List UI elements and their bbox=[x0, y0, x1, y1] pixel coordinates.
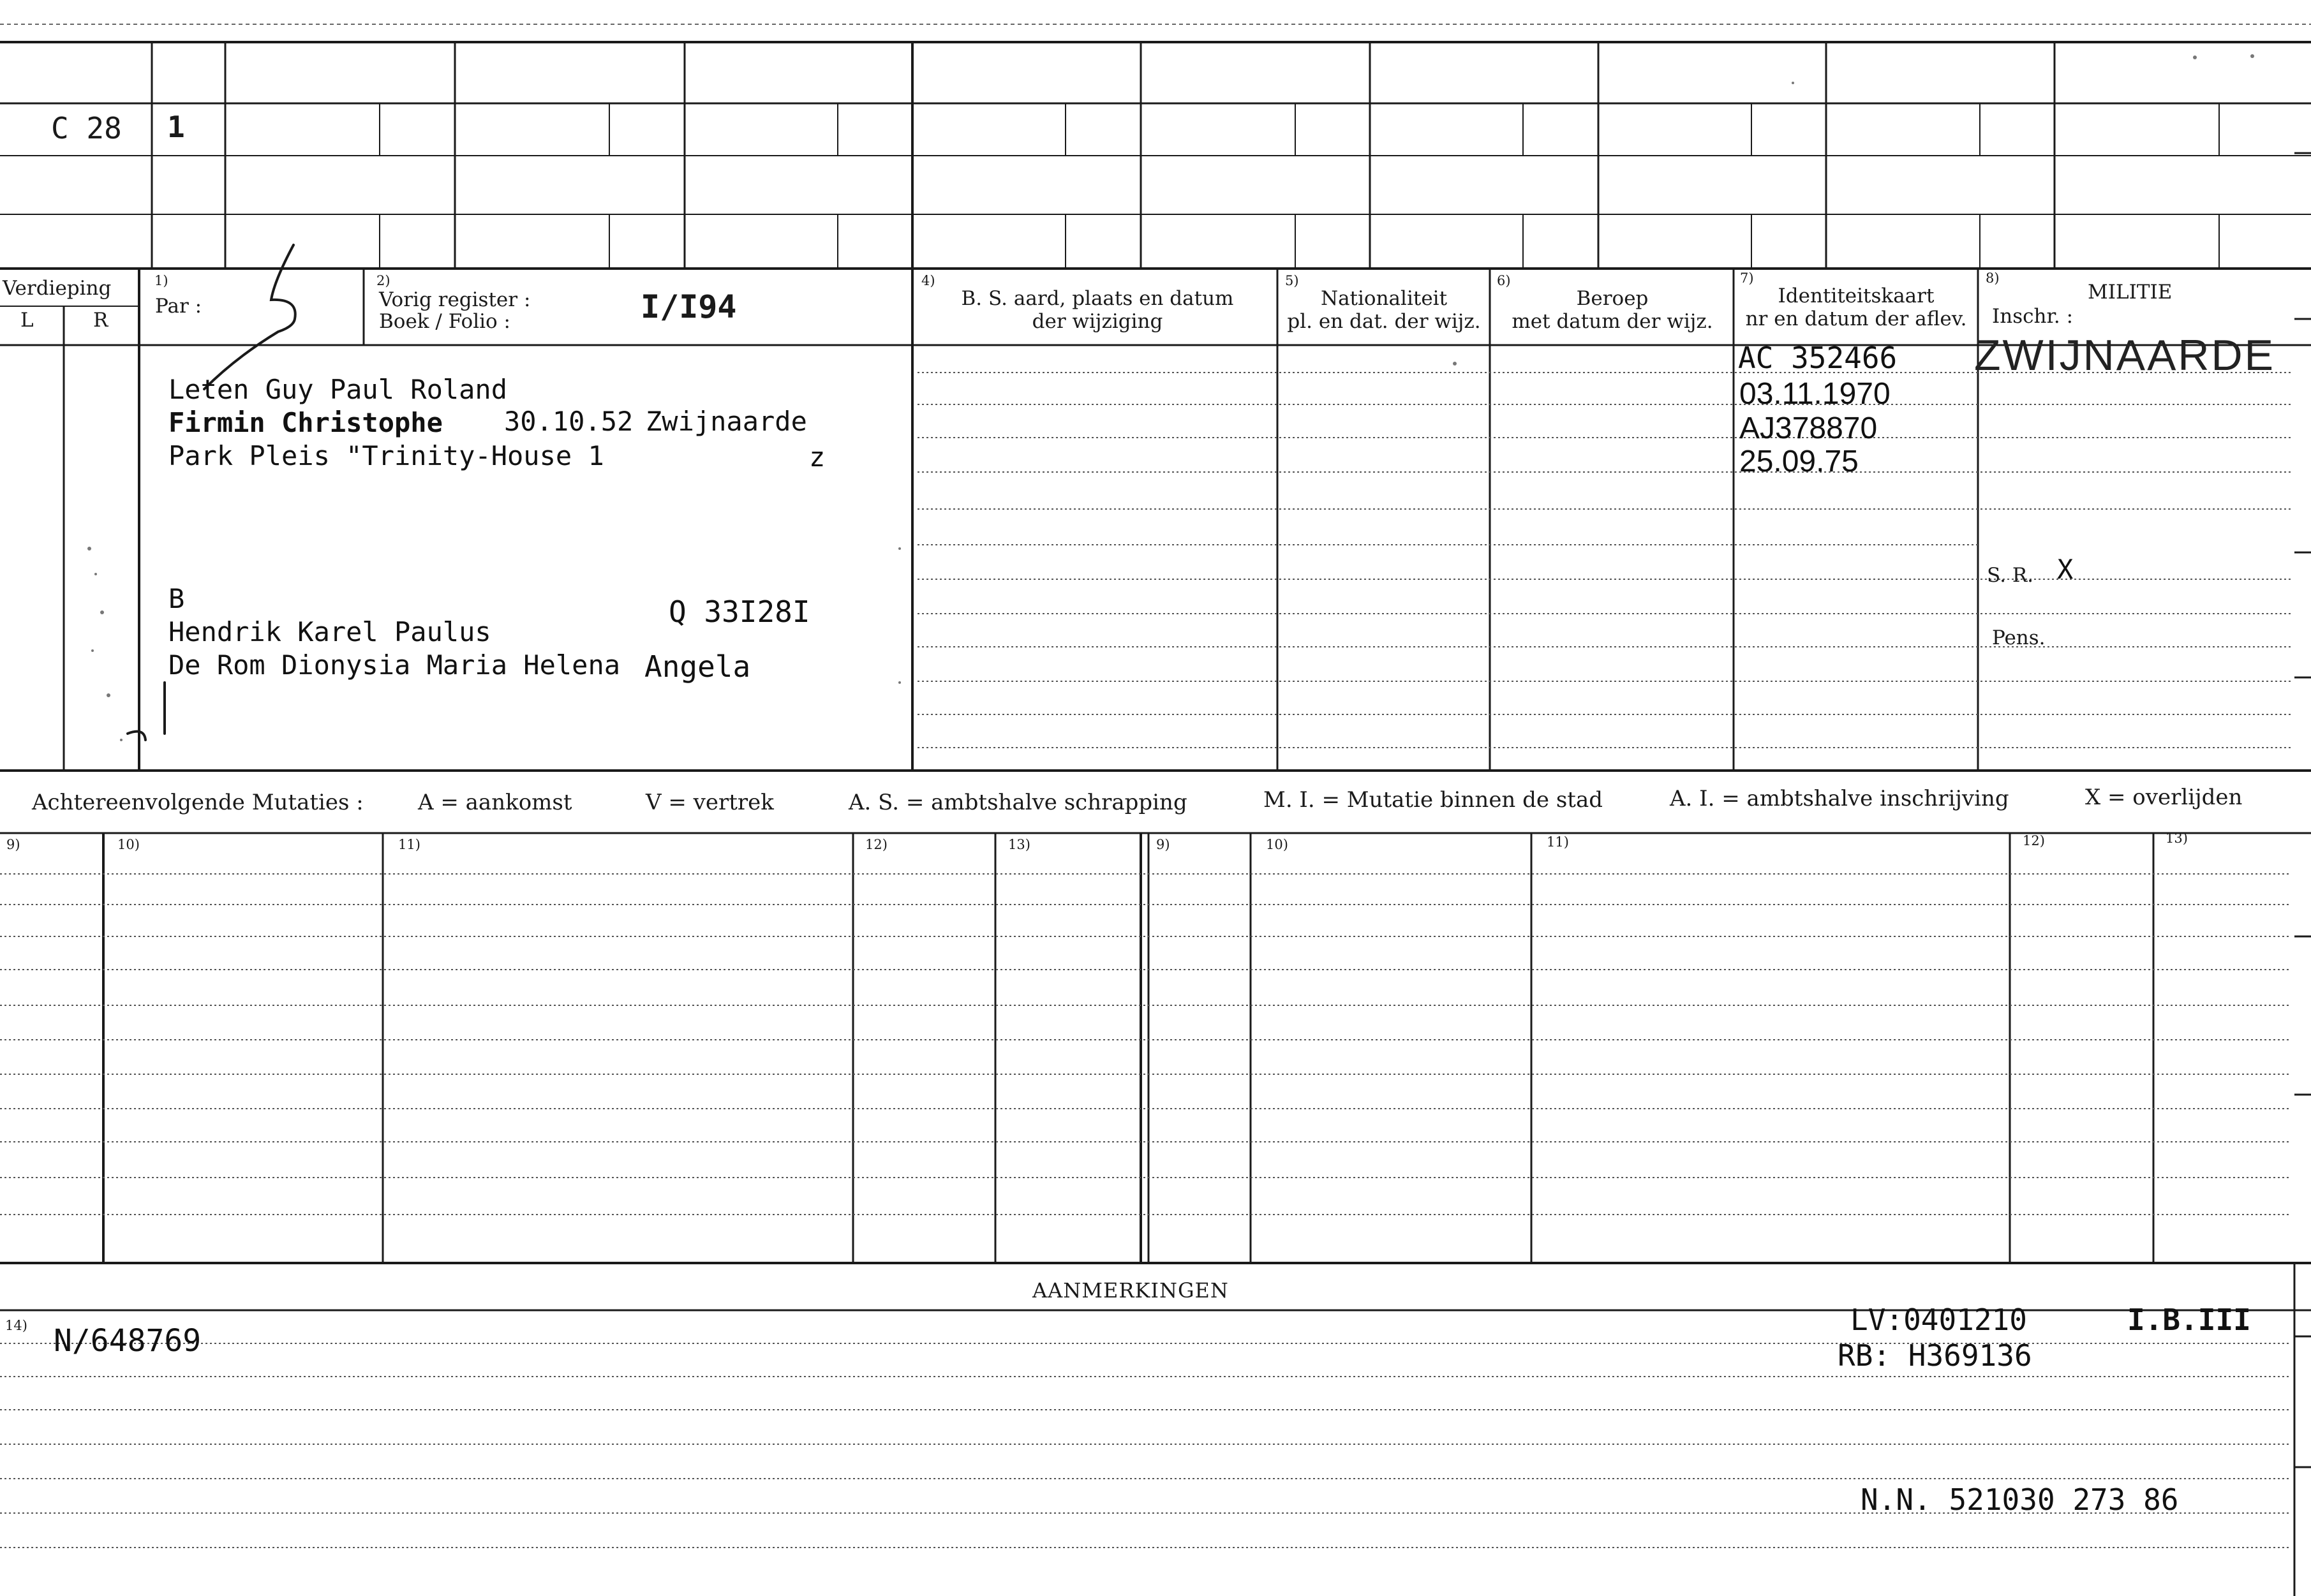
field-number-8: 8) bbox=[1986, 270, 2000, 286]
identiteitskaart-line1: Identiteitskaart bbox=[1778, 284, 1935, 307]
militie-stamp: ZWIJNAARDE bbox=[1974, 331, 2275, 380]
identiteitskaart-line2: nr en datum der aflev. bbox=[1745, 307, 1967, 330]
mutaties-col-11b: 11) bbox=[1547, 834, 1569, 850]
boek-folio-label: Boek / Folio : bbox=[379, 310, 510, 333]
field-number-7: 7) bbox=[1740, 270, 1754, 286]
address: Park Pleis "Trinity-House 1 bbox=[168, 440, 604, 471]
field-number-2: 2) bbox=[376, 273, 390, 288]
identity-card-2: AJ378870 bbox=[1739, 411, 1878, 445]
beroep-line2: met datum der wijz. bbox=[1512, 310, 1713, 333]
z-mark: z bbox=[809, 441, 826, 473]
b-mark: B bbox=[168, 583, 185, 614]
legend-vertrek: V = vertrek bbox=[646, 790, 774, 815]
pens-label: Pens. bbox=[1992, 626, 2046, 649]
aanmerkingen-title: AANMERKINGEN bbox=[1032, 1278, 1229, 1303]
person-name: Leten Guy Paul Roland bbox=[168, 374, 508, 405]
person-firstnames: Firmin Christophe bbox=[168, 407, 443, 438]
lv-number: LV:0401210 bbox=[1850, 1303, 2027, 1337]
mutaties-col-9: 9) bbox=[6, 837, 20, 852]
card-code: C 28 bbox=[51, 111, 122, 145]
legend-schrapping: A. S. = ambtshalve schrapping bbox=[849, 790, 1187, 815]
inschr-label: Inschr. : bbox=[1992, 305, 2074, 328]
militie-header: MILITIE bbox=[2088, 281, 2173, 304]
class-code: I.B.III bbox=[2127, 1303, 2251, 1337]
col-l-label: L bbox=[20, 309, 34, 332]
reference-code: Q 33I28I bbox=[669, 595, 810, 629]
par-label: Par : bbox=[155, 295, 202, 318]
beroep-header bbox=[1491, 287, 1734, 333]
mother-name: De Rom Dionysia Maria Helena bbox=[168, 649, 621, 681]
col-r-label: R bbox=[93, 309, 108, 332]
legend-inschrijving: A. I. = ambtshalve inschrijving bbox=[1670, 786, 2009, 811]
field-number-1: 1) bbox=[154, 273, 168, 288]
mutaties-col-10: 10) bbox=[117, 837, 140, 852]
vorig-register-label: Vorig register : bbox=[379, 288, 531, 311]
field-number-6: 6) bbox=[1497, 273, 1511, 288]
aanmerking-number: N/648769 bbox=[54, 1323, 202, 1359]
field-number-4: 4) bbox=[921, 273, 935, 288]
legend-overlijden: X = overlijden bbox=[2085, 785, 2243, 810]
identity-date-1: 03.11.1970 bbox=[1739, 377, 1891, 411]
mutaties-col-9b: 9) bbox=[1156, 837, 1170, 852]
bs-header bbox=[919, 287, 1276, 333]
birth-date: 30.10.52 bbox=[504, 406, 634, 437]
legend-aankomst: A = aankomst bbox=[418, 790, 572, 815]
identiteitskaart-header bbox=[1735, 284, 1977, 330]
nn-number: N.N. 521030 273 86 bbox=[1861, 1482, 2179, 1517]
mutaties-col-12: 12) bbox=[865, 837, 888, 852]
nationaliteit-header bbox=[1279, 287, 1489, 333]
legend-mutatie-stad: M. I. = Mutatie binnen de stad bbox=[1263, 787, 1603, 813]
verdieping-label: Verdieping bbox=[3, 277, 112, 300]
bs-header-line1: B. S. aard, plaats en datum bbox=[961, 287, 1234, 310]
register-folio-value: I/I94 bbox=[641, 288, 737, 325]
sr-label: S. R. bbox=[1987, 564, 2034, 587]
birth-place: Zwijnaarde bbox=[646, 406, 807, 437]
beroep-line1: Beroep bbox=[1576, 287, 1649, 310]
nationaliteit-line2: pl. en dat. der wijz. bbox=[1287, 310, 1481, 333]
mutaties-col-13b: 13) bbox=[2166, 831, 2188, 846]
sr-value: X bbox=[2057, 554, 2074, 585]
identity-card-1: AC 352466 bbox=[1738, 341, 1898, 375]
identity-date-2: 25.09.75 bbox=[1739, 445, 1859, 478]
bs-header-line2: der wijziging bbox=[1032, 310, 1163, 333]
field-number-14: 14) bbox=[5, 1318, 27, 1333]
mutaties-col-12b: 12) bbox=[2023, 833, 2045, 848]
nationaliteit-line1: Nationaliteit bbox=[1320, 287, 1448, 310]
mother-extra-name: Angela bbox=[644, 649, 751, 684]
mutaties-col-13: 13) bbox=[1008, 837, 1030, 852]
mutaties-legend-title: Achtereenvolgende Mutaties : bbox=[32, 790, 364, 815]
father-name: Hendrik Karel Paulus bbox=[168, 616, 491, 647]
mutaties-col-10b: 10) bbox=[1266, 837, 1288, 852]
rb-number: RB: H369136 bbox=[1838, 1338, 2032, 1373]
mutaties-col-11: 11) bbox=[398, 837, 420, 852]
field-number-5: 5) bbox=[1285, 273, 1299, 288]
card-number: 1 bbox=[167, 110, 185, 144]
